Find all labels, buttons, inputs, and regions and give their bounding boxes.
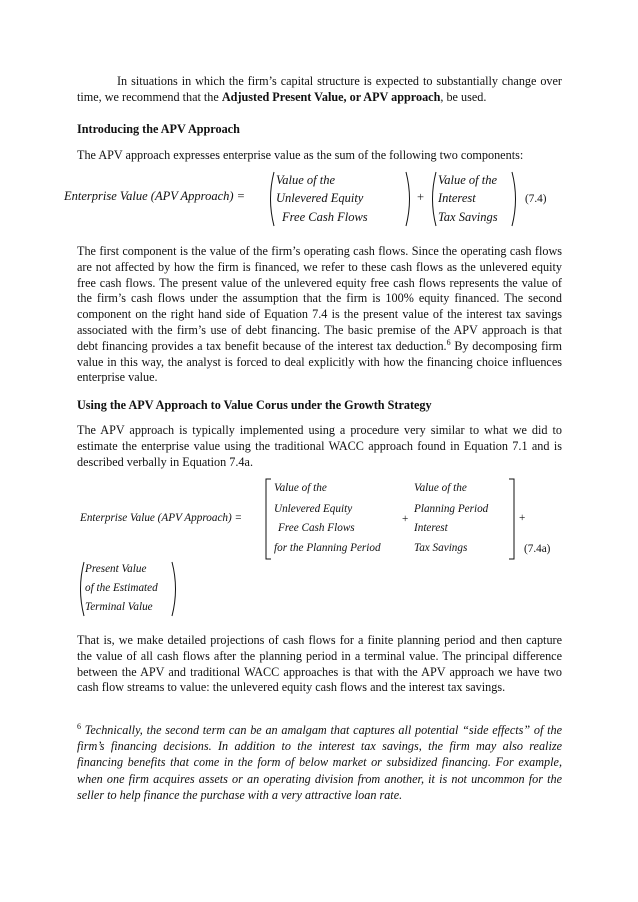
first-component-text-end: By decomposing firm value in this way, the analyst is forced to deal explicitly with how the financing choice influences enterprise value.: [77, 338, 562, 385]
eq74a-plus-1: +: [402, 513, 409, 525]
footnote-text: Technically, the second term can be an amalgam that captures all potential “side effects” of the firm’s financing decisions. In addition to the interest tax savings, the firm may also realize financing benefits that come in the form of below market or subsidized financing. For example, when one firm acquires assets or an operating division from another, it is not uncommon for the seller to help finance the purchase with a very attractive loan rate.: [77, 723, 562, 802]
eq74a-col1-line4: for the Planning Period: [274, 542, 381, 554]
first-component-text: The first component is the value of the firm’s operating cash flows. Since the operating cash flows are not affected by how the firm is financed, we refer to these cash flows as the unlevered equity free cash flows. The present value of the unlevered equity free cash flows represents the value of the firm’s cash flows under the assumption that the firm is 100% equity financed. The second component on the right hand side of Equation 7.4 is the present value of the interest tax savings associated with the firm’s use of debt financing. The basic premise of the APV approach is that debt financing provides a tax benefit because of the interest tax deduction.: [77, 244, 562, 353]
eq74a-col2-line4: Tax Savings: [414, 542, 468, 554]
intro-text: In situations in which the firm’s capital structure is expected to substantially change over time, we recommend that the: [77, 74, 562, 104]
procedure-paragraph: The APV approach is typically implemented using a procedure very similar to what we did to estimate the enterprise value using the traditional WACC approach found in Equation 7.1 and is described verbally in Equation 7.4a.: [77, 423, 562, 469]
footnote-ref-6[interactable]: 6: [446, 337, 451, 347]
apv-vs-wacc-paragraph: That is, we make detailed projections of cash flows for a finite planning period and then capture the value of all cash flows after the planning period in a terminal value. The principal difference between the APV and traditional WACC approaches is that with the APV approach we have two cash flow streams to value: the unlevered equity cash flows and the interest tax savings.: [77, 633, 562, 695]
eq74-col2-line2: Interest: [438, 191, 476, 205]
eq74a-right-bracket: [508, 478, 516, 560]
section-heading-introducing-apv: Introducing the APV Approach: [77, 122, 240, 136]
eq74a-col1-line1: Value of the: [274, 482, 327, 494]
eq74-col2-line3: Tax Savings: [438, 210, 498, 224]
eq74a-right-paren-3: [170, 560, 180, 618]
eq74-col2-line1: Value of the: [438, 173, 498, 187]
footnote-number: 6: [77, 721, 81, 731]
section-heading-using-apv: Using the APV Approach to Value Corus under the Growth Strategy: [77, 398, 432, 412]
eq74-col1-line2: Unlevered Equity: [276, 191, 364, 205]
intro-text-end: , be used.: [440, 89, 487, 104]
eq74a-left-bracket: [264, 478, 272, 560]
eq74a-col3-line3: Terminal Value: [85, 601, 153, 613]
apv-components-paragraph: The APV approach expresses enterprise value as the sum of the following two components:: [77, 148, 524, 162]
footnote-6: [77, 722, 562, 803]
eq74a-col1-line3: Free Cash Flows: [278, 522, 355, 534]
eq74a-number: (7.4a): [524, 543, 551, 555]
eq74a-col3-line2: of the Estimated: [85, 582, 158, 594]
eq74a-col2-line3: Interest: [414, 522, 448, 534]
eq74a-col1-line2: Unlevered Equity: [274, 503, 353, 515]
eq74-plus: +: [417, 190, 425, 204]
eq74-lhs: Enterprise Value (APV Approach) =: [64, 189, 246, 203]
eq74a-col2-line1: Value of the: [414, 482, 467, 494]
eq74-col1-line3: Free Cash Flows: [282, 210, 368, 224]
eq74a-plus-2: +: [519, 512, 526, 524]
eq74-number: (7.4): [525, 193, 547, 205]
eq74a-col3-line1: Present Value: [85, 563, 147, 575]
eq74a-lhs: Enterprise Value (APV Approach) =: [80, 512, 243, 524]
eq74-col1-line1: Value of the: [276, 173, 336, 187]
apv-bold-term: Adjusted Present Value, or APV approach: [221, 89, 441, 104]
eq74a-col2-line2: Planning Period: [414, 503, 489, 515]
